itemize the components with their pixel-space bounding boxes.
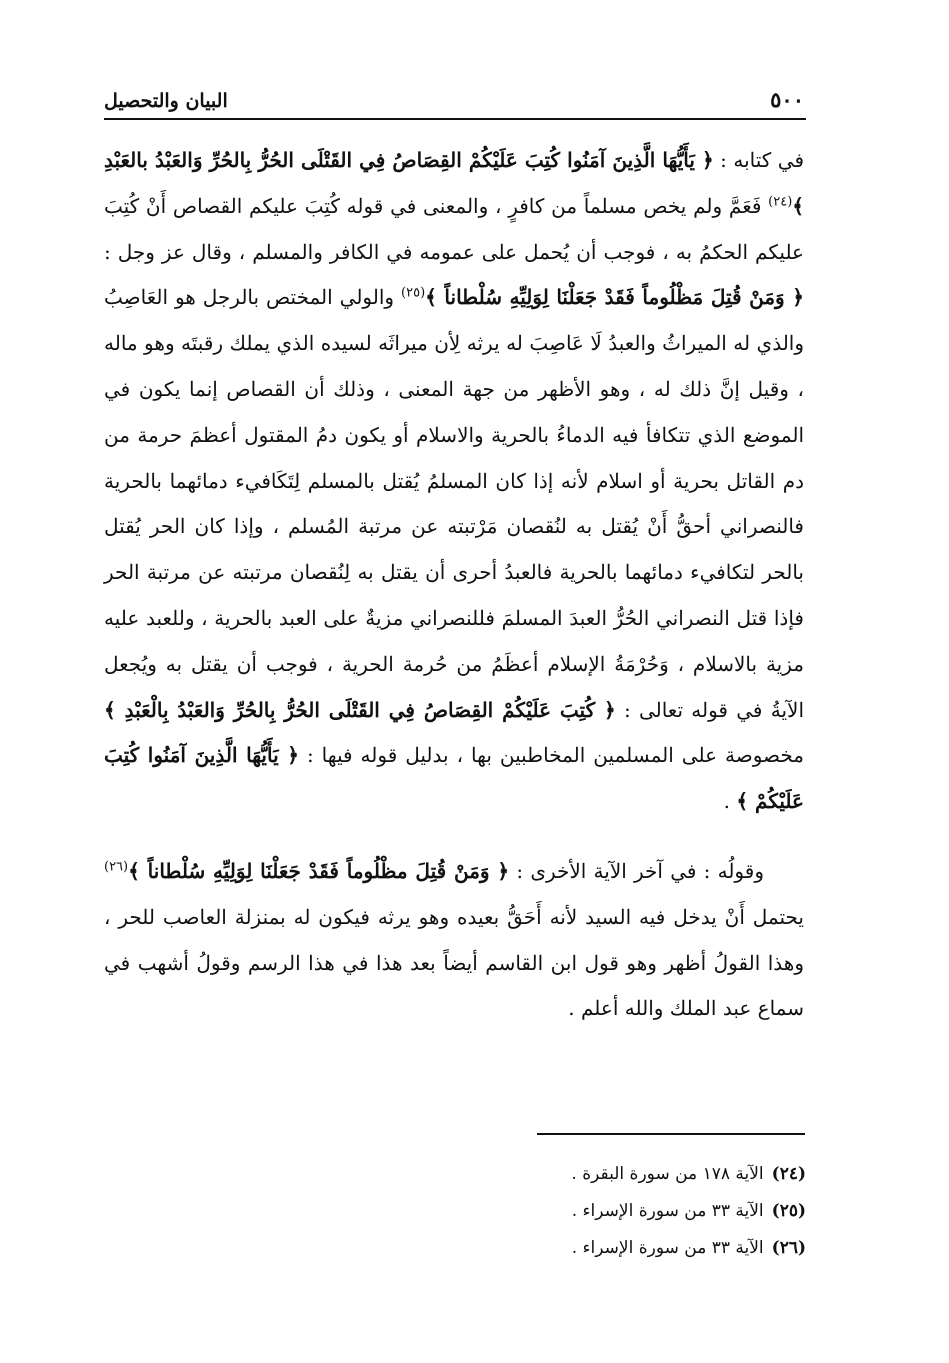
text-segment: في كتابه : bbox=[713, 148, 804, 172]
footnote-number: (٢٥) bbox=[771, 1201, 806, 1221]
footnotes bbox=[104, 1156, 806, 1267]
footnote-ref-26[interactable]: (٢٦) bbox=[104, 859, 129, 875]
footnote-24 bbox=[104, 1156, 806, 1193]
main-text bbox=[104, 138, 804, 1032]
page-number: ٥٠٠ bbox=[770, 87, 804, 112]
footnote-text: الآية ١٧٨ من سورة البقرة . bbox=[571, 1164, 764, 1184]
footnote-25 bbox=[104, 1193, 806, 1230]
footnote-ref-25[interactable]: (٢٥) bbox=[401, 285, 426, 301]
text-segment: يحتمل أَنْ يدخل فيه السيد لأنه أَحَقُّ بعيده وهو يرثه فيكون له بمنزلة العاصب للحر ، وهذا القولُ أظهر وهو قول ابن القاسم أيضاً بعد هذا في هذا الرسم وقولُ أشهب في سماع عبد الملك والله أعلم . bbox=[104, 904, 804, 1021]
book-title: البيان والتحصيل bbox=[104, 90, 228, 112]
footnote-text: الآية ٣٣ من سورة الإسراء . bbox=[571, 1201, 764, 1221]
paragraph-2 bbox=[104, 849, 804, 1032]
text-segment: . bbox=[723, 789, 737, 814]
text-segment: وقولُه : في آخر الآية الأخرى : bbox=[509, 858, 764, 883]
text-segment: فَعَمَّ ولم يخص مسلماً من كافرٍ ، والمعنى في قوله كُتِبَ عليكم القصاص أَنْ كُتِبَ عليكم الحكمُ به ، فوجب أن يُحمل على عمومه في الكافر والمسلم ، وقال عز وجل : bbox=[104, 193, 804, 264]
paragraph-1 bbox=[104, 138, 804, 825]
text-segment: مخصوصة على المسلمين المخاطبين بها ، بدليل قوله فيها : bbox=[298, 743, 804, 768]
quran-verse: ﴿ وَمَنْ قُتِلَ مظْلُوماً فَقَدْ جَعَلْنَا لِوَلِيِّهِ سُلْطاناً ﴾ bbox=[128, 858, 510, 883]
quran-verse: ﴿ وَمَنْ قُتِلَ مَظْلُوماً فَقَدْ جَعَلْنَا لِوَلِيِّهِ سُلْطاناً ﴾ bbox=[425, 285, 804, 310]
footnote-divider bbox=[537, 1133, 805, 1135]
text-segment: والولي المختص بالرجل هو العَاصِبُ والذي له الميراثُ والعبدُ لَا عَاصِبَ له يرثه لِأن ميراثَه لسيده الذي يملك رقبتَه وهو ماله ، وقيل إنَّ ذلك له ، وهو الأظهر من جهة المعنى ، وذلك أن القصاص إنما يكون في الموضع الذي تتكافأ فيه الدماءُ بالحرية والاسلام أو يكون دمُ المقتول أعظمَ حرمة من دم القاتل بحرية أو اسلام لأنه إذا كان المسلمُ يُقتل بالمسلم لِتَكَافيء دمائهما بالحرية فالنصراني أحقُّ أَنْ يُقتل به لنُقصان مَرْتبته عن مرتبة المُسلم ، وإذا كان الحر يُقتل بالحر لتكافيء دمائهما بالحرية فالعبدُ أحرى أن يقتل به لِنُقصان مرتبته عن مرتبة الحر فإذا قتل النصراني الحُرُّ العبدَ المسلمَ فللنصراني مزيةٌ على العبد بالحرية ، وللعبد عليه مزية بالاسلام ، وَحُرْمَةُ الإسلام أعظَمُ من حُرمة الحرية ، فوجب أن يقتل به ويُجعل الآيةُ في قوله تعالى : bbox=[104, 285, 804, 722]
quran-verse: ﴿ يَأَيُّهَا الَّذِينَ آمَنُوا كُتِبَ عَلَيْكُمْ القِصَاصُ فِي القَتْلَى الحُرُّ بِالحُرِّ وَالعَبْدُ بالعَبْدِ ﴾ bbox=[104, 148, 804, 218]
quran-verse: ﴿ يَأَيُّهَا الَّذِينَ آمَنُوا كُتِبَ عَلَيْكُمْ ﴾ bbox=[104, 743, 804, 814]
header-divider bbox=[104, 118, 806, 120]
footnote-number: (٢٦) bbox=[771, 1238, 806, 1258]
quran-verse: ﴿ كُتِبَ عَلَيْكُمْ القِصَاصُ فِي القَتْلَى الحُرُّ بِالحُرِّ وَالعَبْدُ بِالْعَبْدِ ﴾ bbox=[104, 697, 616, 722]
footnote-26 bbox=[104, 1230, 806, 1267]
footnote-number: (٢٤) bbox=[771, 1164, 806, 1184]
footnote-ref-24[interactable]: (٢٤) bbox=[768, 194, 793, 210]
footnote-text: الآية ٣٣ من سورة الإسراء . bbox=[571, 1238, 764, 1258]
page-header bbox=[104, 82, 804, 112]
